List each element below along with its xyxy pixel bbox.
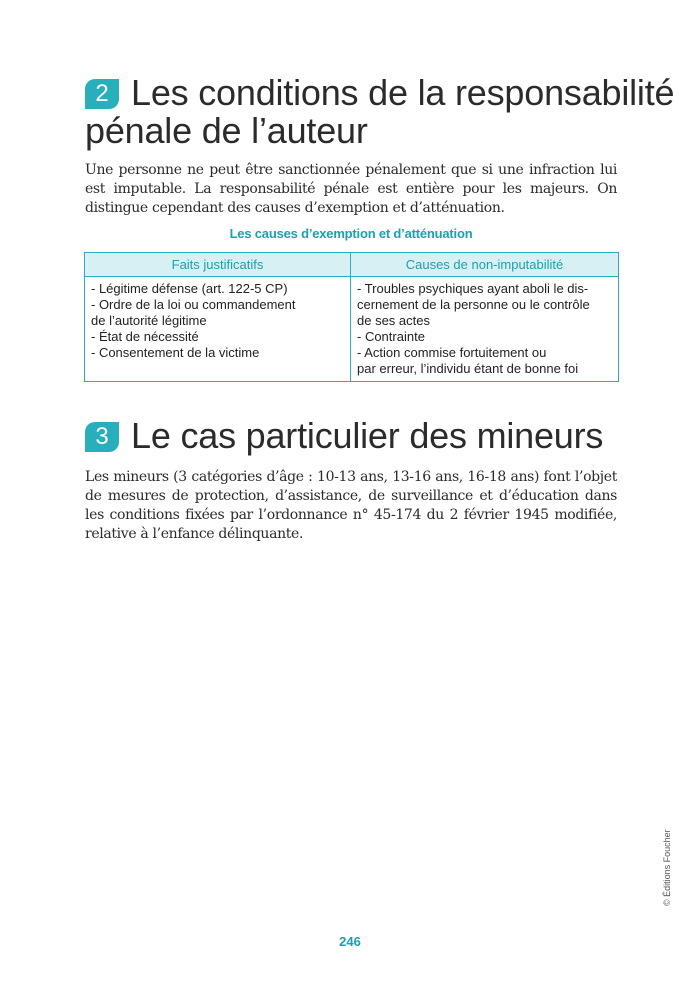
page-number: 246 [339, 934, 361, 949]
section-2-heading [85, 72, 675, 151]
cell-line: - Contrainte [357, 329, 425, 344]
section-3-heading-line [85, 417, 625, 455]
cell-line: de l’autorité légitime [91, 313, 207, 328]
section-3-title: Le cas particulier des mineurs [131, 415, 604, 456]
cell-line: - Ordre de la loi ou commandement [91, 297, 296, 312]
section-2-title-line-2: pénale de l’auteur [85, 110, 368, 151]
column-header-justifying-facts: Faits justificatifs [85, 253, 351, 277]
cell-line: - Consentement de la victime [91, 345, 260, 360]
cell-line: - Légitime défense (art. 122-5 CP) [91, 281, 288, 296]
cell-line: cernement de la personne ou le contrôle [357, 297, 590, 312]
column-header-non-imputability: Causes de non-imputabilité [351, 253, 619, 277]
justifying-facts-cell [85, 277, 351, 382]
table-row [85, 277, 619, 382]
section-2-paragraph: Une personne ne peut être sanctionnée pénalement que si une infraction lui est imputable. La responsabilité pénale est entière pour les majeurs. On distingue cependant des causes d’exemption et d’atténuation. [85, 162, 617, 216]
cell-line: de ses actes [357, 313, 430, 328]
table-header-row [85, 253, 619, 277]
section-3-paragraph: Les mineurs (3 catégories d’âge : 10-13 ans, 13-16 ans, 16-18 ans) font l’objet de mesures de protection, d’assistance, de surveillance et d’éducation dans les conditions fixées par l’ordonnance n° 45-174 du 2 février 1945 modifiée, relative à l’enfance délinquante. [85, 469, 617, 542]
section-2-heading-line-1 [85, 72, 675, 113]
cell-line: - État de nécessité [91, 329, 199, 344]
causes-table [84, 252, 619, 382]
section-number-badge: 2 [85, 79, 119, 109]
section-3-heading [85, 417, 625, 455]
cell-line: - Troubles psychiques ayant aboli le dis- [357, 281, 589, 296]
section-number-badge: 3 [85, 422, 119, 452]
publisher-credit: © Éditions Foucher [662, 829, 672, 906]
table-caption: Les causes d’exemption et d’atténuation [229, 226, 473, 241]
section-2-title-line-1: Les conditions de la responsabilité [131, 72, 675, 113]
cell-line: - Action commise fortuitement ou [357, 345, 547, 360]
non-imputability-cell [351, 277, 619, 382]
cell-line: par erreur, l’individu étant de bonne foi [357, 361, 579, 376]
